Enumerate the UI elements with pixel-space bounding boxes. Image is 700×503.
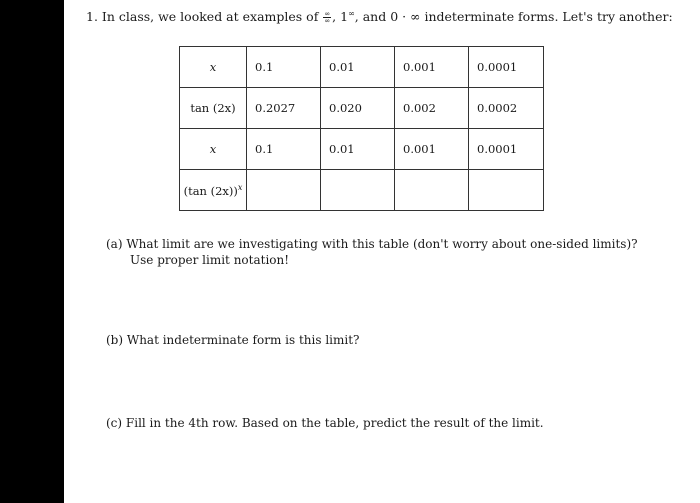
table-cell: 0.002 <box>395 88 469 129</box>
empty-answer-cell <box>469 170 544 211</box>
table-row <box>180 129 544 170</box>
table-cell: 0.001 <box>395 129 469 170</box>
fraction-denominator: ∞ <box>324 17 331 26</box>
table-row <box>180 47 544 88</box>
table-cell: 0.0001 <box>469 47 544 88</box>
empty-answer-cell <box>395 170 469 211</box>
table-cell: 0.01 <box>321 47 395 88</box>
values-table <box>179 46 544 211</box>
problem-number: 1. <box>86 9 98 25</box>
infinity-exponent: ∞ <box>348 9 355 18</box>
question-part-a <box>106 236 638 268</box>
row-label-exponent: x <box>237 182 243 192</box>
question-part-b: (b) What indeterminate form is this limit? <box>106 333 360 347</box>
fraction-numerator: ∞ <box>324 10 331 19</box>
zero-times-infinity: 0 · ∞ <box>390 9 421 25</box>
problem-intro: In class, we looked at examples of <box>101 9 319 25</box>
table-cell: 0.001 <box>395 47 469 88</box>
table-cell: 0.0002 <box>469 88 544 129</box>
table-cell: 0.2027 <box>247 88 321 129</box>
base-one: 1 <box>340 9 349 25</box>
table-row <box>180 88 544 129</box>
empty-answer-cell <box>247 170 321 211</box>
problem-statement <box>86 9 673 24</box>
row-label: x <box>180 129 247 170</box>
empty-answer-cell <box>321 170 395 211</box>
row-label: tan (2x) <box>180 88 247 129</box>
row-label-base: (tan (2x)) <box>183 183 238 198</box>
one-to-infinity <box>340 9 355 24</box>
worksheet-page <box>64 0 700 503</box>
row-label <box>180 170 247 211</box>
infinity-over-infinity-fraction <box>323 11 331 24</box>
row-label: x <box>180 47 247 88</box>
table-cell: 0.020 <box>321 88 395 129</box>
separator-and: , and <box>354 9 387 25</box>
part-a-line-2: Use proper limit notation! <box>130 253 290 267</box>
part-a-line-1: (a) What limit are we investigating with this table (don't worry about one-sided limits)? <box>106 237 638 251</box>
table-cell: 0.1 <box>247 129 321 170</box>
table-cell: 0.1 <box>247 47 321 88</box>
table-cell: 0.0001 <box>469 129 544 170</box>
problem-tail: indeterminate forms. Let's try another: <box>424 9 673 25</box>
table-row <box>180 170 544 211</box>
separator-comma: , <box>332 9 337 25</box>
question-part-c: (c) Fill in the 4th row. Based on the table, predict the result of the limit. <box>106 416 544 430</box>
table-cell: 0.01 <box>321 129 395 170</box>
